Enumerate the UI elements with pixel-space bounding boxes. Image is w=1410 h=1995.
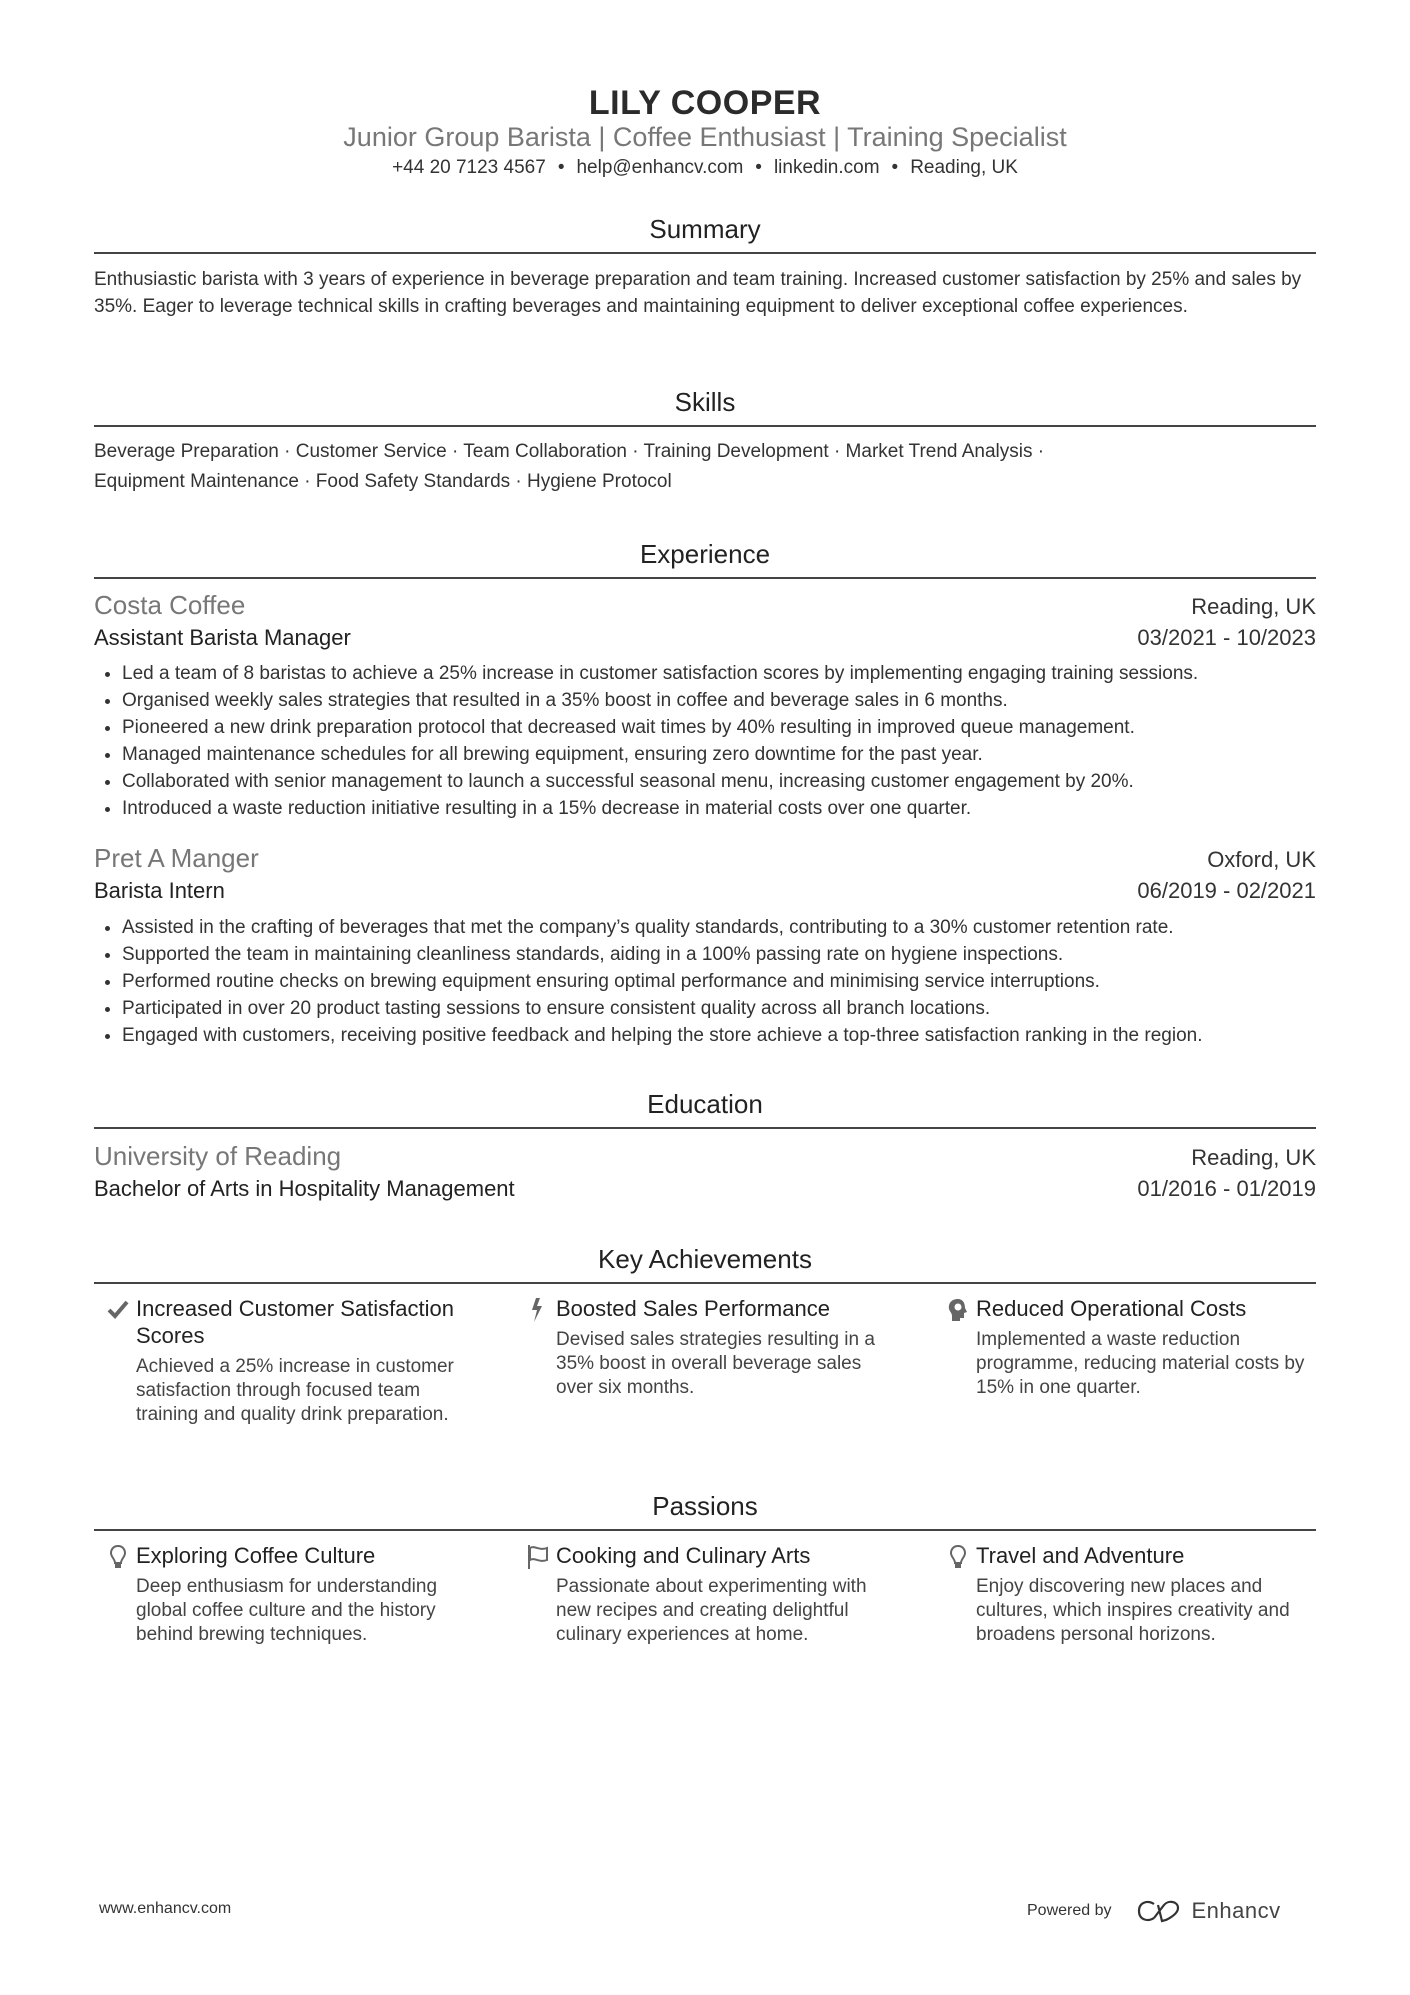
powered-by-label: Powered by <box>1027 1902 1112 1919</box>
bullet-separator: • <box>755 157 762 178</box>
job-bullets <box>94 660 1344 822</box>
location: Reading, UK <box>910 157 1018 178</box>
item-title: Increased Customer Satisfaction Scores <box>136 1296 454 1348</box>
education-dates: 01/2016 - 01/2019 <box>1137 1176 1316 1201</box>
education-header <box>94 1141 1316 1172</box>
summary-heading: Summary <box>649 214 761 244</box>
footer-website[interactable]: www.enhancv.com <box>99 1900 232 1917</box>
powered-by <box>1027 1898 1281 1924</box>
lightning-icon <box>526 1297 550 1323</box>
bullet-item: • Managed maintenance schedules for all brewing equipment, ensuring zero downtime for the past year. <box>122 741 1344 768</box>
skills-line: Beverage Preparation · Customer Service · Team Collaboration · Training Development · Market Trend Analysis · <box>94 441 1045 462</box>
job-role-row <box>94 625 1316 651</box>
head-brain-icon <box>946 1297 970 1323</box>
candidate-name: LILY COOPER <box>588 84 822 122</box>
school-name: University of Reading <box>94 1141 342 1171</box>
job-location: Oxford, UK <box>1207 847 1316 872</box>
candidate-title: Junior Group Barista | Coffee Enthusiast | Training Specialist <box>343 122 1067 152</box>
item-description: Devised sales strategies resulting in a 35% boost in overall beverage sales over six months. <box>556 1329 875 1398</box>
job-header <box>94 590 1316 621</box>
job-role: Barista Intern <box>94 878 225 903</box>
divider <box>94 1529 1316 1531</box>
item-description: Passionate about experimenting with new recipes and creating delightful culinary experiences at home. <box>556 1576 867 1645</box>
education-heading: Education <box>647 1089 763 1119</box>
item-description: Deep enthusiasm for understanding global coffee culture and the history behind brewing techniques. <box>136 1576 438 1645</box>
bullet-separator: • <box>557 157 565 178</box>
flag-icon <box>526 1544 550 1570</box>
job-role: Assistant Barista Manager <box>94 625 351 650</box>
bullet-item: • Assisted in the crafting of beverages that met the company’s quality standards, contributing to a 30% customer retention rate. <box>122 914 1344 941</box>
bullet-item: • Supported the team in maintaining cleanliness standards, aiding in a 100% passing rate on hygiene inspections. <box>122 941 1344 968</box>
achievements-item <box>976 1295 1316 1400</box>
education-degree-row <box>94 1176 1316 1202</box>
item-description: Achieved a 25% increase in customer satisfaction through focused team training and quality drink preparation. <box>136 1356 454 1425</box>
lightbulb-icon <box>946 1544 970 1570</box>
skills-line: Equipment Maintenance · Food Safety Standards · Hygiene Protocol <box>94 471 672 492</box>
bullet-item: • Collaborated with senior management to launch a successful seasonal menu, increasing customer engagement by 20%. <box>122 768 1344 795</box>
achievements-item <box>136 1295 476 1427</box>
divider <box>94 1282 1316 1284</box>
company-name: Costa Coffee <box>94 590 246 620</box>
achievements-heading: Key Achievements <box>598 1244 812 1274</box>
contact-info <box>94 157 1316 179</box>
job-bullets <box>94 914 1344 1049</box>
bullet-item: • Engaged with customers, receiving positive feedback and helping the store achieve a top-three satisfaction ranking in the region. <box>122 1022 1344 1049</box>
job-location: Reading, UK <box>1191 594 1316 619</box>
bullet-item: • Performed routine checks on brewing equipment ensuring optimal performance and minimising service interruptions. <box>122 968 1344 995</box>
divider <box>94 425 1316 427</box>
skills-heading: Skills <box>674 387 736 417</box>
job-header <box>94 843 1316 874</box>
bullet-separator: • <box>891 157 899 178</box>
phone: +44 20 7123 4567 <box>392 157 546 178</box>
enhancv-logo[interactable] <box>1136 1898 1281 1924</box>
passions-heading: Passions <box>652 1491 758 1521</box>
job-dates: 06/2019 - 02/2021 <box>1137 878 1316 903</box>
brand-name: Enhancv <box>1191 1898 1281 1923</box>
divider <box>94 252 1316 254</box>
bullet-item: • Pioneered a new drink preparation protocol that decreased wait times by 40% resulting in improved queue management. <box>122 714 1344 741</box>
passions-item <box>136 1542 476 1647</box>
achievements-item <box>556 1295 896 1400</box>
degree: Bachelor of Arts in Hospitality Management <box>94 1176 515 1201</box>
item-description: Implemented a waste reduction programme, reducing material costs by 15% in one quarter. <box>976 1329 1305 1398</box>
company-name: Pret A Manger <box>94 843 259 873</box>
bullet-item: • Led a team of 8 baristas to achieve a 25% increase in customer satisfaction scores by implementing engaging training sessions. <box>122 660 1344 687</box>
linkedin-link[interactable]: linkedin.com <box>773 157 880 178</box>
item-title: Cooking and Culinary Arts <box>556 1543 811 1568</box>
checkmark-icon <box>106 1297 130 1323</box>
experience-heading: Experience <box>639 539 771 569</box>
item-description: Enjoy discovering new places and cultures, which inspires creativity and broadens personal horizons. <box>976 1576 1290 1645</box>
enhancv-logo-icon <box>1136 1899 1182 1923</box>
passions-item <box>976 1542 1316 1647</box>
passions-item <box>556 1542 896 1647</box>
school-location: Reading, UK <box>1191 1145 1316 1170</box>
item-title: Exploring Coffee Culture <box>136 1543 376 1568</box>
item-title: Reduced Operational Costs <box>976 1296 1247 1321</box>
email-link[interactable]: help@enhancv.com <box>576 157 744 178</box>
bullet-item: • Participated in over 20 product tasting sessions to ensure consistent quality across all branch locations. <box>122 995 1344 1022</box>
job-role-row <box>94 878 1316 904</box>
divider <box>94 577 1316 579</box>
item-title: Travel and Adventure <box>976 1543 1185 1568</box>
item-title: Boosted Sales Performance <box>556 1296 830 1321</box>
bullet-item: • Introduced a waste reduction initiative resulting in a 15% decrease in material costs over one quarter. <box>122 795 1344 822</box>
lightbulb-icon <box>106 1544 130 1570</box>
job-dates: 03/2021 - 10/2023 <box>1137 625 1316 650</box>
bullet-item: • Organised weekly sales strategies that resulted in a 35% boost in coffee and beverage sales in 6 months. <box>122 687 1344 714</box>
summary-text: Enthusiastic barista with 3 years of experience in beverage preparation and team training. Increased customer satisfaction by 25% and sales by 35%. Eager to leverage technical skills in crafting beverages and maintaining equipment to deliver exceptional coffee experiences. <box>94 269 1302 317</box>
divider <box>94 1127 1316 1129</box>
